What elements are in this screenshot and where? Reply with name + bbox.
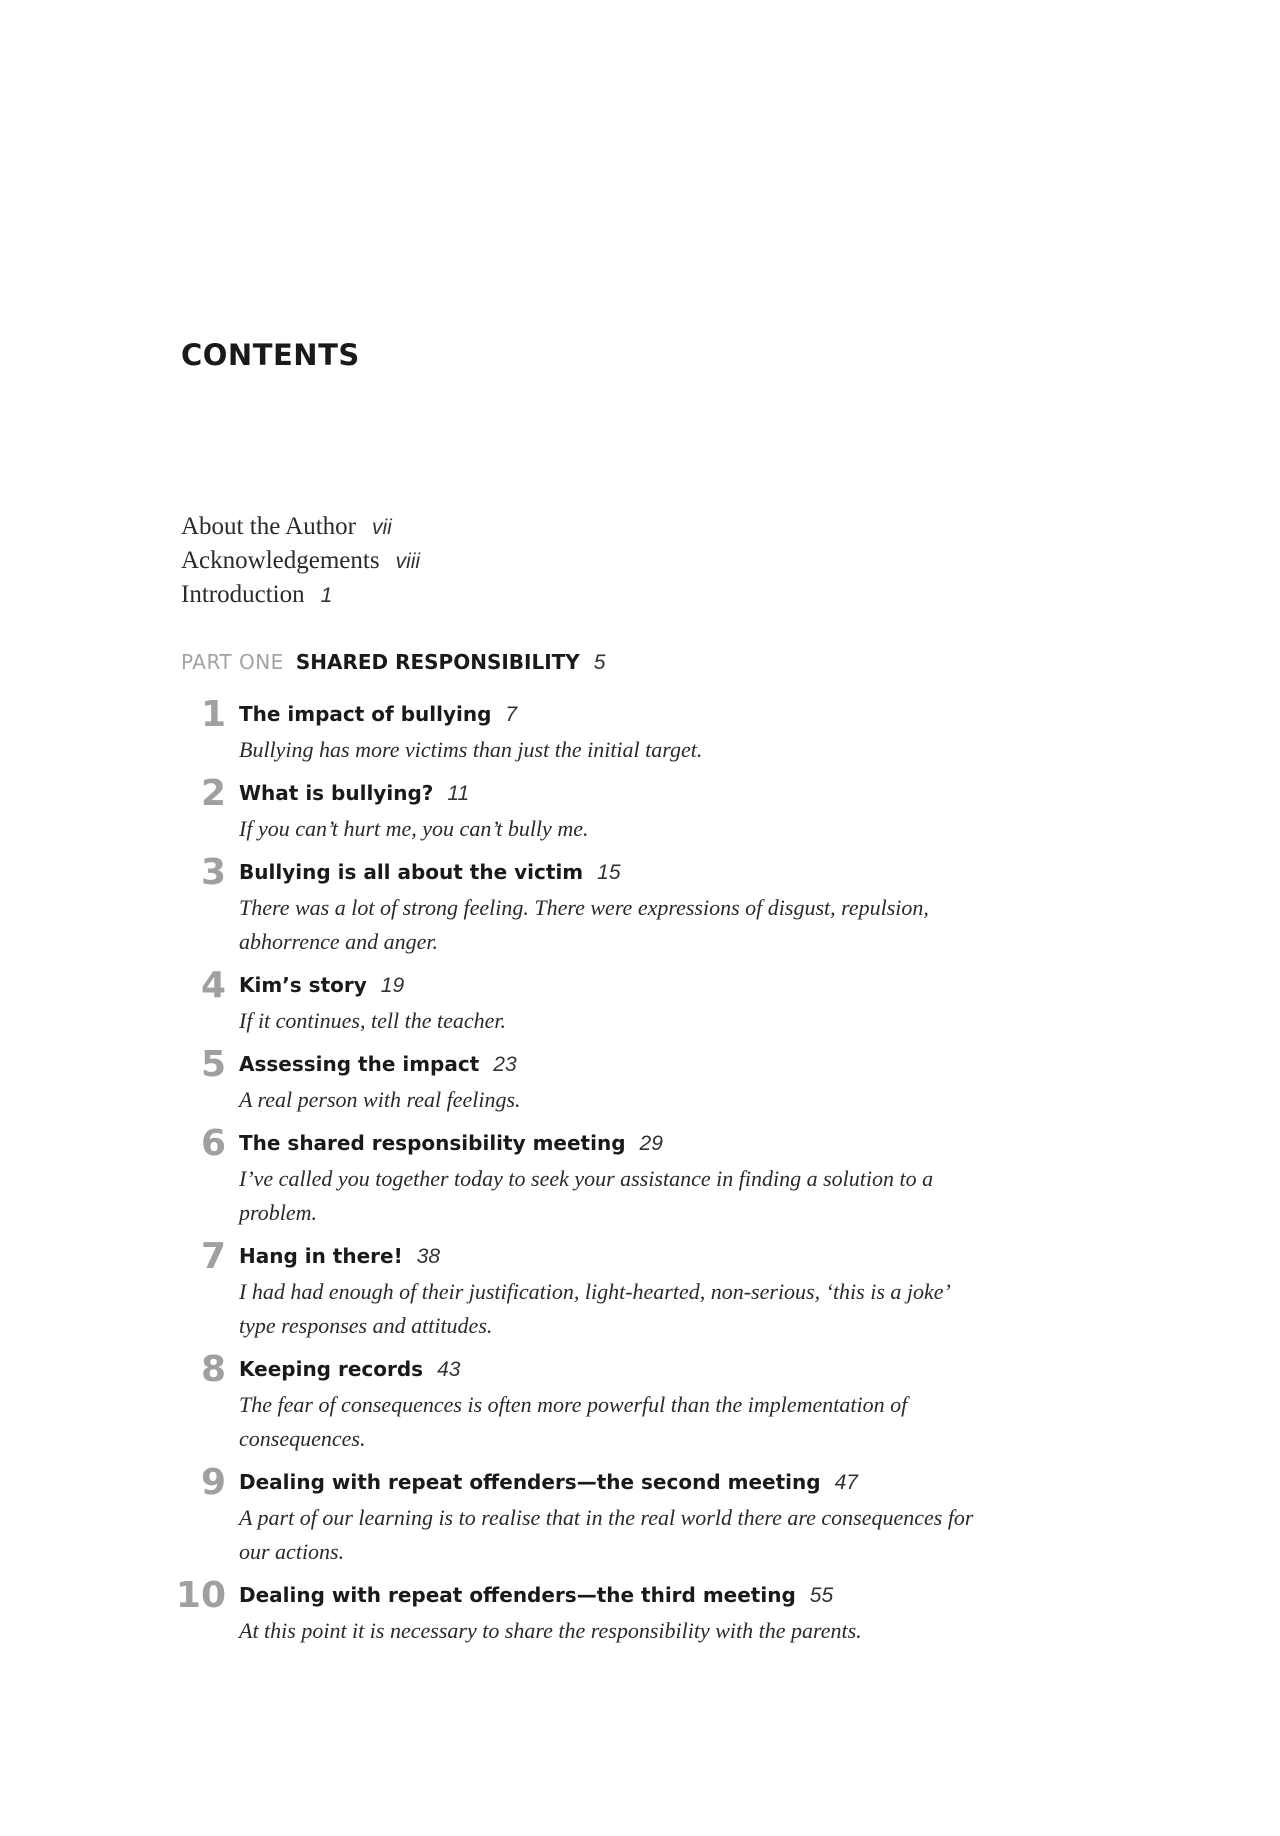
chapter-page: 7 [505, 703, 518, 726]
chapter-page: 23 [493, 1053, 517, 1076]
toc-entry-about-author[interactable] [181, 510, 420, 544]
chapter-title [239, 1128, 663, 1159]
part-label: PART ONE [181, 650, 284, 674]
chapter-number: 2 [200, 773, 226, 814]
toc-entry-page: vii [372, 516, 392, 539]
toc-entry-acknowledgements[interactable] [181, 544, 420, 578]
chapter-quote: The fear of consequences is often more powerful than the implementation of consequences. [239, 1392, 908, 1451]
chapter-quote: I’ve called you together today to seek your assistance in finding a solution to a problem. [239, 1166, 934, 1225]
chapter-title [239, 1241, 440, 1272]
chapter-quote: I had had enough of their justification, light-hearted, non-serious, ‘this is a joke’ type responses and attitudes. [239, 1279, 949, 1338]
chapter-number: 9 [200, 1462, 226, 1503]
chapter-title-text: Kim’s story [239, 973, 367, 997]
chapter-quote: Bullying has more victims than just the initial target. [239, 737, 703, 762]
chapter-number: 4 [200, 965, 226, 1006]
chapter-page: 43 [437, 1358, 461, 1381]
part-heading[interactable] [181, 648, 605, 677]
chapter-quote: There was a lot of strong feeling. There were expressions of disgust, repulsion, abhorrence and anger. [239, 895, 929, 954]
toc-entry-title: About the Author [181, 513, 356, 540]
chapter-title-text: The impact of bullying [239, 702, 492, 726]
chapter-title [239, 699, 517, 730]
chapter-title-text: Assessing the impact [239, 1052, 480, 1076]
chapter-title [239, 778, 469, 809]
chapter-page: 29 [639, 1132, 663, 1155]
part-title: SHARED RESPONSIBILITY [295, 650, 580, 674]
chapter-page: 55 [809, 1584, 834, 1607]
toc-entry-page: 1 [320, 584, 333, 607]
chapter-title-text: The shared responsibility meeting [239, 1131, 626, 1155]
chapter-title [239, 857, 621, 888]
chapter-title [239, 1354, 460, 1385]
page-title: CONTENTS [181, 338, 360, 372]
chapter-quote: A real person with real feelings. [239, 1087, 521, 1112]
chapter-quote: At this point it is necessary to share the responsibility with the parents. [239, 1618, 862, 1643]
chapter-page: 38 [416, 1245, 441, 1268]
chapter-number: 10 [175, 1575, 226, 1616]
chapter-number: 5 [200, 1044, 226, 1085]
front-matter-list [181, 510, 420, 612]
chapter-quote: If it continues, tell the teacher. [239, 1008, 506, 1033]
chapter-title [239, 1467, 858, 1498]
chapter-number: 3 [200, 852, 226, 893]
chapter-page: 19 [380, 974, 405, 997]
toc-entry-introduction[interactable] [181, 578, 420, 612]
chapter-quote: A part of our learning is to realise that in the real world there are consequences for our actions. [239, 1505, 974, 1564]
toc-entry-page: viii [395, 550, 421, 573]
toc-entry-title: Acknowledgements [181, 547, 380, 574]
part-page: 5 [593, 651, 606, 674]
toc-entry-title: Introduction [181, 581, 305, 608]
chapter-title-text: What is bullying? [239, 781, 434, 805]
chapter-page: 11 [447, 782, 470, 805]
chapter-page: 47 [834, 1471, 858, 1494]
chapter-title [239, 1049, 517, 1080]
chapter-title-text: Dealing with repeat offenders—the third meeting [239, 1583, 796, 1607]
chapter-quote: If you can’t hurt me, you can’t bully me. [239, 816, 589, 841]
chapter-title-text: Keeping records [239, 1357, 424, 1381]
chapter-title-text: Dealing with repeat offenders—the second meeting [239, 1470, 821, 1494]
chapter-number: 7 [200, 1236, 226, 1277]
chapter-number: 1 [200, 694, 226, 735]
chapter-number: 6 [200, 1123, 226, 1164]
chapter-title [239, 970, 404, 1001]
chapter-title-text: Bullying is all about the victim [239, 860, 584, 884]
chapter-title-text: Hang in there! [239, 1244, 403, 1268]
chapter-title [239, 1580, 833, 1611]
chapter-number: 8 [200, 1349, 226, 1390]
chapter-page: 15 [597, 861, 621, 884]
